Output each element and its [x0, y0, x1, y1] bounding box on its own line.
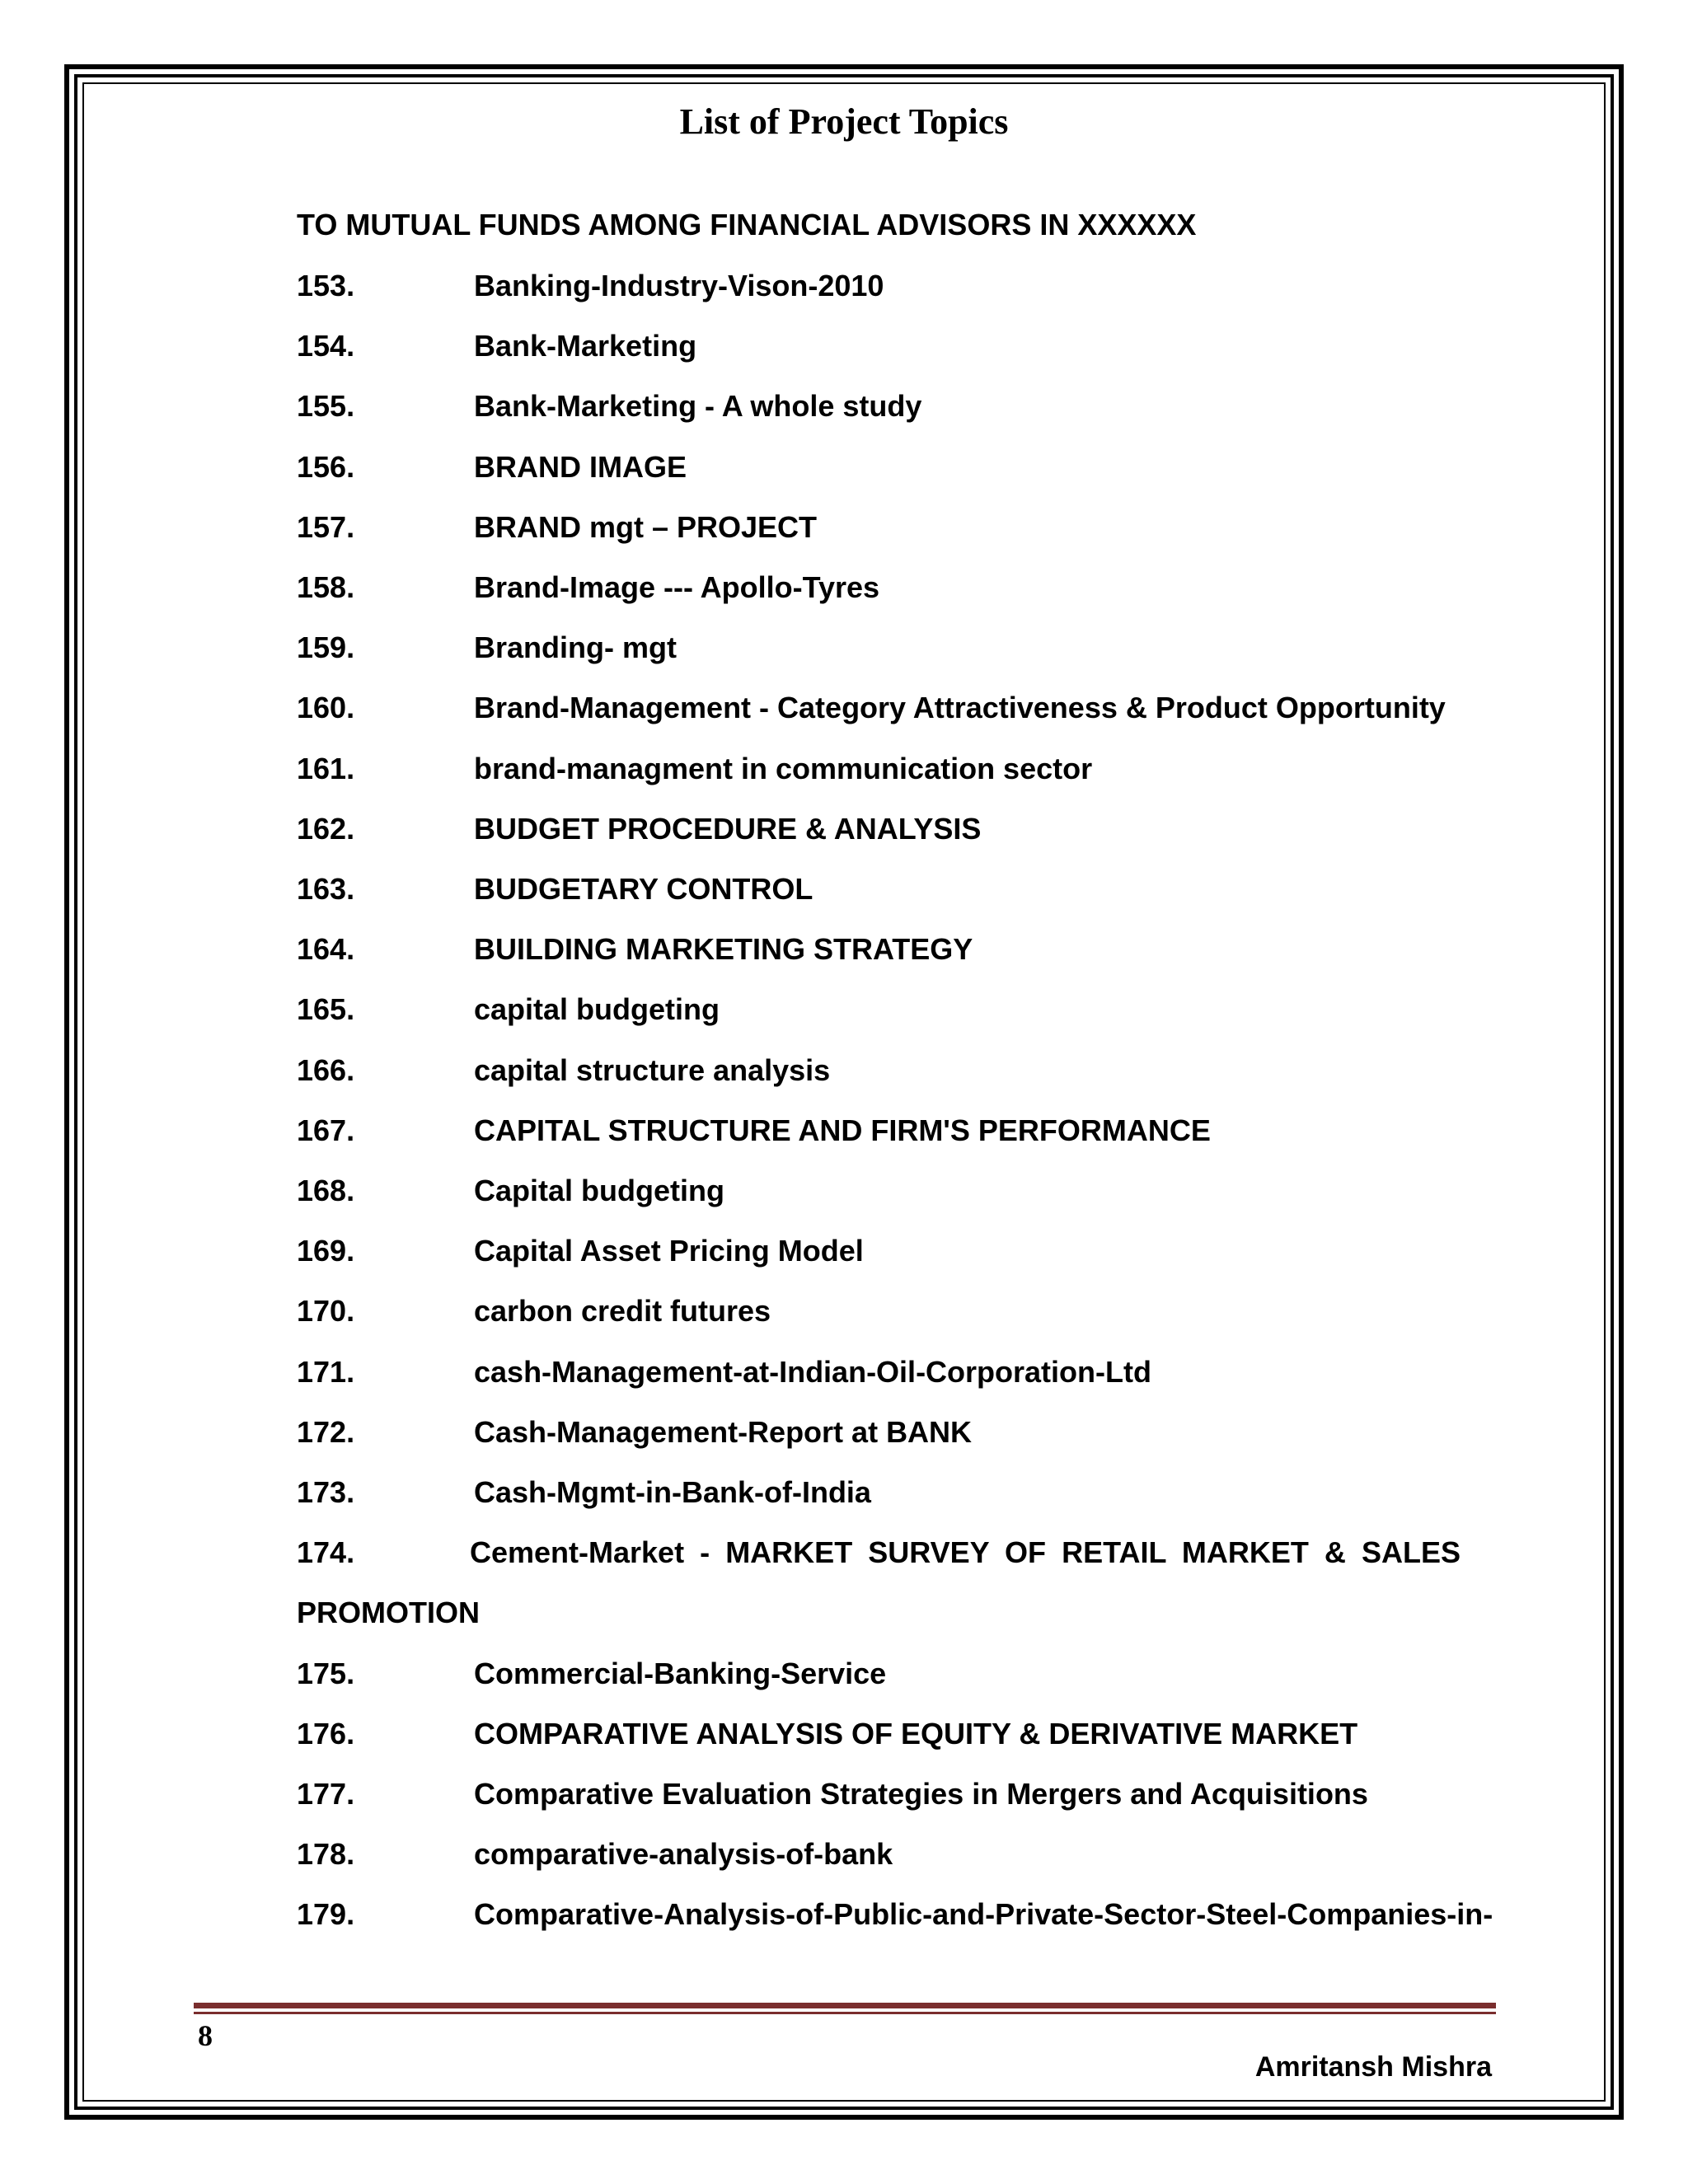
footer-rule-thin: [194, 2012, 1496, 2014]
topic-text: BUDGETARY CONTROL: [474, 872, 814, 906]
topic-text: Cash-Management-Report at BANK: [474, 1415, 973, 1449]
topic-number: 173.: [297, 1475, 355, 1509]
topic-text: Banking-Industry-Vison-2010: [474, 269, 884, 302]
topic-text-continued: PROMOTION: [297, 1596, 480, 1629]
topic-text: BRAND IMAGE: [474, 450, 687, 484]
topic-number: 170.: [297, 1294, 355, 1328]
topic-number: 158.: [297, 570, 355, 604]
topic-number: 178.: [297, 1837, 355, 1871]
topic-number: 163.: [297, 872, 355, 906]
topic-number: 165.: [297, 992, 355, 1026]
topic-number: 156.: [297, 450, 355, 484]
topic-text: Bank-Marketing - A whole study: [474, 389, 922, 423]
topic-number: 179.: [297, 1897, 355, 1931]
topic-text: cash-Management-at-Indian-Oil-Corporation-Ltd: [474, 1355, 1151, 1389]
topic-number: 157.: [297, 510, 355, 544]
topic-text: COMPARATIVE ANALYSIS OF EQUITY & DERIVATIVE MARKET: [474, 1717, 1358, 1750]
topic-text: BRAND mgt – PROJECT: [474, 510, 818, 544]
topic-number: 159.: [297, 630, 355, 664]
topic-text: Capital Asset Pricing Model: [474, 1234, 864, 1268]
topic-text: capital structure analysis: [474, 1053, 831, 1087]
topic-text: Cash-Mgmt-in-Bank-of-India: [474, 1475, 871, 1509]
continuation-line: TO MUTUAL FUNDS AMONG FINANCIAL ADVISORS IN XXXXXX: [297, 208, 1197, 241]
topic-text: Branding- mgt: [474, 630, 677, 664]
topic-text: BUILDING MARKETING STRATEGY: [474, 932, 973, 966]
topic-number: 160.: [297, 691, 355, 724]
topic-number: 171.: [297, 1355, 355, 1389]
page-number: 8: [198, 2019, 213, 2052]
topic-text: CAPITAL STRUCTURE AND FIRM'S PERFORMANCE: [474, 1113, 1211, 1147]
topic-text: BUDGET PROCEDURE & ANALYSIS: [474, 812, 982, 846]
topic-number: 169.: [297, 1234, 355, 1268]
topic-number: 155.: [297, 389, 355, 423]
topic-text: Capital budgeting: [474, 1174, 724, 1207]
topic-number: 175.: [297, 1657, 355, 1690]
topic-text: brand-managment in communication sector: [474, 752, 1093, 785]
topic-number: 168.: [297, 1174, 355, 1207]
topic-text: comparative-analysis-of-bank: [474, 1837, 893, 1871]
topic-number: 164.: [297, 932, 355, 966]
topic-number: 167.: [297, 1113, 355, 1147]
topic-text: Commercial-Banking-Service: [474, 1657, 887, 1690]
topic-number: 166.: [297, 1053, 355, 1087]
page-title: List of Project Topics: [679, 101, 1009, 142]
topic-number: 162.: [297, 812, 355, 846]
topic-text: Comparative Evaluation Strategies in Mergers and Acquisitions: [474, 1777, 1368, 1811]
topic-text: Comparative-Analysis-of-Public-and-Private-Sector-Steel-Companies-in-: [474, 1897, 1493, 1931]
topic-text: Brand-Management - Category Attractiveness & Product Opportunity: [474, 691, 1446, 724]
topic-number: 176.: [297, 1717, 355, 1750]
footer-rule: [194, 2003, 1496, 2008]
topic-number: 161.: [297, 752, 355, 785]
topic-number: 172.: [297, 1415, 355, 1449]
topic-number: 153.: [297, 269, 355, 302]
topic-text: carbon credit futures: [474, 1294, 771, 1328]
author-name: Amritansh Mishra: [1254, 2051, 1492, 2083]
topic-text: Bank-Marketing: [474, 329, 697, 363]
topic-text: capital budgeting: [474, 992, 720, 1026]
topic-text: Brand-Image --- Apollo-Tyres: [474, 570, 880, 604]
topic-number: 177.: [297, 1777, 355, 1811]
topic-text: Cement-Market - MARKET SURVEY OF RETAIL MARKET & SALES: [470, 1535, 1461, 1569]
topic-number: 154.: [297, 329, 355, 363]
topic-number: 174.: [297, 1535, 355, 1569]
